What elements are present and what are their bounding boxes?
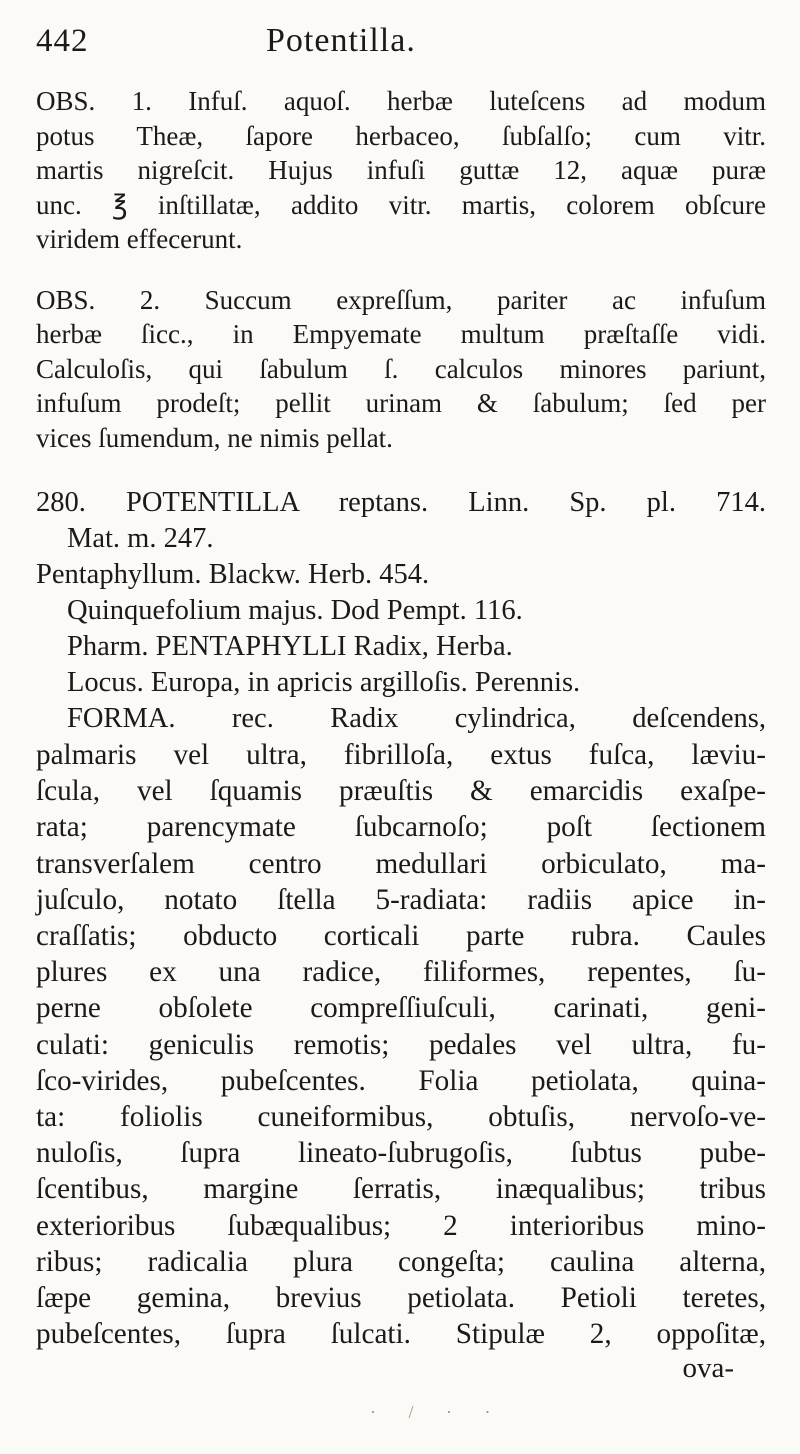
text-line: perne obſolete compreſſiuſculi, carinati, geni-	[36, 992, 766, 1025]
text-line: culati: geniculis remotis; pedales vel ultra, fu-	[36, 1028, 766, 1061]
text-line: transverſalem centro medullari orbiculato, ma-	[36, 847, 766, 880]
text-line: ſcentibus, margine ſerratis, inæqualibus; tribus	[36, 1173, 766, 1206]
text-line: viridem effecerunt.	[36, 224, 243, 254]
text-line: unc. ℥ inſtillatæ, addito vitr. martis, colorem obſcure	[36, 189, 766, 220]
text-line: exterioribus ſubæqualibus; 2 interioribus mino-	[36, 1209, 766, 1242]
entry-forma-line: FORMA. rec. Radix cylindrica, deſcendens,	[67, 703, 766, 734]
text-line: nuloſis, ſupra lineato-ſubrugoſis, ſubtus pube-	[36, 1137, 766, 1170]
entry-heading	[36, 485, 766, 737]
catchword: ova-	[682, 1352, 734, 1385]
text-line: ribus; radicalia plura congeſta; caulina alterna,	[36, 1245, 766, 1278]
entry-pharm-line: Pharm. PENTAPHYLLI Radix, Herba.	[67, 631, 513, 662]
text-line: Calculoſis, qui ſabulum ſ. calculos minores pariunt,	[36, 353, 766, 384]
text-line: OBS. 2. Succum expreſſum, pariter ac infuſum	[36, 284, 766, 315]
text-line: pubeſcentes, ſupra ſulcati. Stipulæ 2, oppoſitæ,	[36, 1318, 766, 1351]
text-line: ſco-virides, pubeſcentes. Folia petiolata, quina-	[36, 1064, 766, 1097]
observation-1	[36, 84, 766, 257]
text-line: palmaris vel ultra, fibrilloſa, extus fuſca, læviu-	[36, 739, 766, 771]
observation-2	[36, 283, 766, 456]
text-line: juſculo, notato ſtella 5-radiata: radiis apice in-	[36, 883, 766, 916]
text-line: ſæpe gemina, brevius petiolata. Petioli teretes,	[36, 1282, 766, 1315]
text-line: herbæ ſicc., in Empyemate multum præſtaſſe vidi.	[36, 319, 766, 349]
page-header	[36, 22, 766, 84]
text-line: martis nigreſcit. Hujus infuſi guttæ 12, aquæ puræ	[36, 155, 766, 185]
text-line: craſſatis; obducto corticali parte rubra. Caules	[36, 920, 766, 953]
text-line: rata; parencymate ſubcarnoſo; poſt ſectionem	[36, 811, 766, 844]
text-line: ta: foliolis cuneiformibus, obtuſis, nervoſo-ve-	[36, 1101, 766, 1134]
entry-synonym-line: Pentaphyllum. Blackw. Herb. 454.	[36, 559, 430, 590]
entry-locus-line: Locus. Europa, in apricis argilloſis. Perennis.	[67, 667, 581, 698]
text-line: OBS. 1. Infuſ. aquoſ. herbæ luteſcens ad modum	[36, 86, 766, 116]
text-line: infuſum prodeſt; pellit urinam & ſabulum; ſed per	[36, 388, 766, 418]
text-line: plures ex una radice, filiformes, repentes, ſu-	[36, 956, 766, 989]
text-line: vices ſumendum, ne nimis pellat.	[36, 422, 393, 453]
entry-title-line: 280. POTENTILLA reptans. Linn. Sp. pl. 714.	[36, 487, 766, 518]
entry-synonym-line: Quinquefolium majus. Dod Pempt. 116.	[67, 595, 523, 626]
text-line: potus Theæ, ſapore herbaceo, ſubſalſo; cum vitr.	[36, 120, 766, 151]
page-number: 442	[36, 23, 89, 59]
description-text	[36, 737, 766, 1352]
entry-synonym-line: Mat. m. 247.	[67, 523, 214, 554]
text-line: ſcula, vel ſquamis præuſtis & emarcidis exaſpe-	[36, 775, 766, 808]
page-smudge-marks: · / · ·	[370, 1402, 505, 1422]
running-head: Potentilla.	[266, 22, 416, 59]
